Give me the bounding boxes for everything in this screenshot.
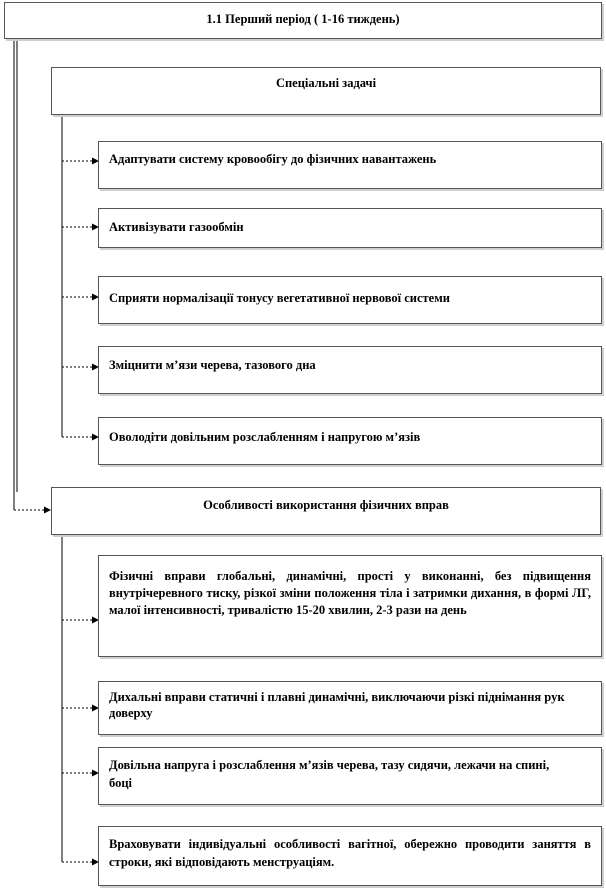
exercise-item-4 <box>98 826 602 886</box>
section-2-header <box>51 487 601 535</box>
section-1-header <box>51 67 601 115</box>
task-item-2 <box>98 208 602 248</box>
task-item-4 <box>98 346 602 394</box>
title-text: 1.1 Перший період ( 1-16 тиждень) <box>206 12 400 26</box>
task-item-3 <box>98 276 602 324</box>
task-item-3-text: Сприяти нормалізації тонусу вегетативної нервової системи <box>109 291 450 305</box>
section-2-heading: Особливості використання фізичних вправ <box>203 498 449 512</box>
exercise-item-1-text: Фізичні вправи глобальні, динамічні, прості у виконанні, без підвищення внутрічеревного тиску, різкої зміни положення тіла і затримки дихання, в формі ЛГ, малої інтенсивності, тривалістю 15-20 хвилин, 2-3 рази на день <box>109 569 591 617</box>
title-box <box>4 2 602 39</box>
exercise-item-4-text: Враховувати індивідуальні особливості вагітної, обережно проводити заняття в строки, які відповідають менструаціям. <box>109 837 591 869</box>
section-1-heading: Спеціальні задачі <box>275 76 377 90</box>
exercise-item-3 <box>98 747 602 805</box>
exercise-item-2-text: Дихальні вправи статичні і плавні динамічні, виключаючи різкі піднімання рук доверху <box>109 690 565 720</box>
task-item-5-text: Оволодіти довільним розслабленням і напругою м’язів <box>109 430 421 444</box>
task-item-5 <box>98 417 602 465</box>
task-item-4-text: Зміцнити м’язи черева, тазового дна <box>109 358 316 372</box>
exercise-item-3-text: Довільна напруга і розслаблення м’язів черева, тазу сидячи, лежачи на спині, боці <box>109 758 550 790</box>
task-item-2-text: Активізувати газообмін <box>109 220 244 234</box>
exercise-item-1 <box>98 555 602 657</box>
exercise-item-2 <box>98 681 602 735</box>
task-item-1 <box>98 141 602 189</box>
task-item-1-text: Адаптувати систему кровообігу до фізичних навантажень <box>109 152 437 166</box>
